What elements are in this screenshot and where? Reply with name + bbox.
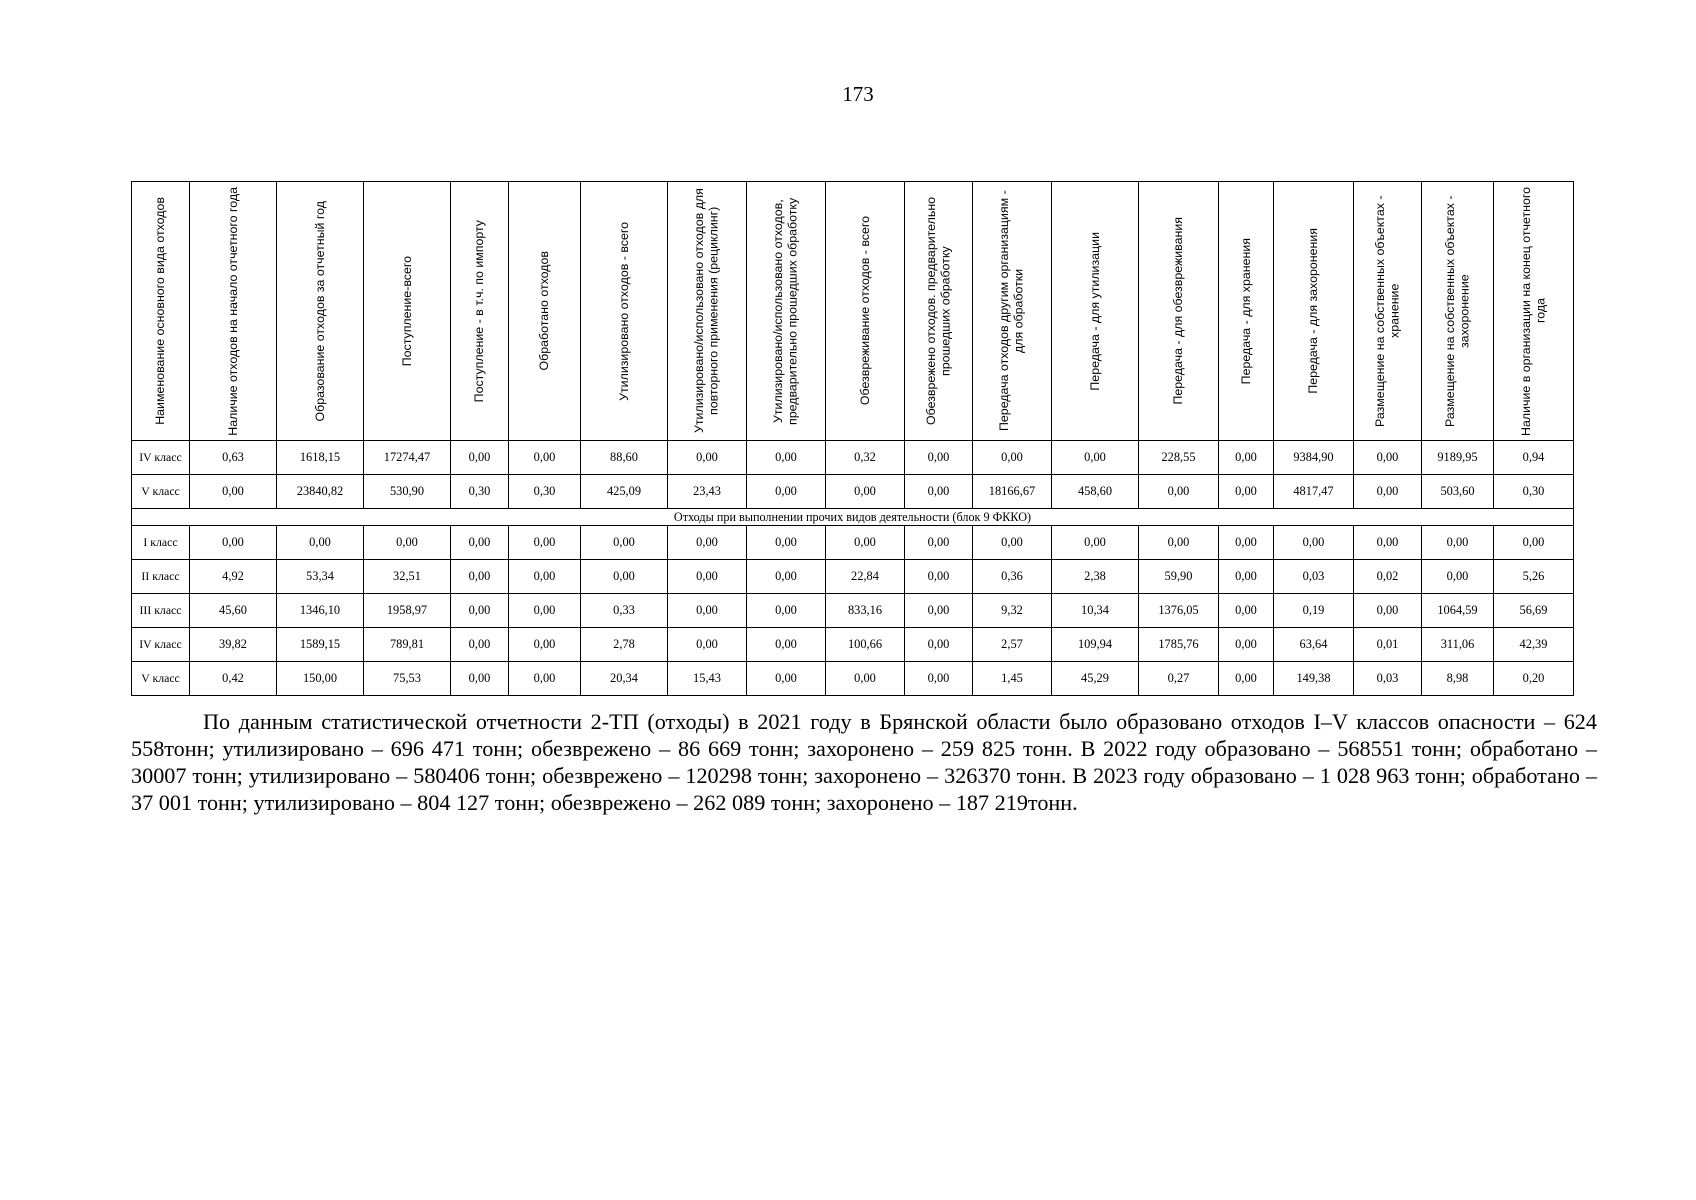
column-header bbox=[1494, 182, 1574, 441]
table-cell: 1785,76 bbox=[1139, 628, 1219, 662]
table-cell: 0,00 bbox=[1354, 475, 1422, 509]
column-header bbox=[364, 182, 451, 441]
table-cell: 20,34 bbox=[581, 662, 668, 696]
table-cell: 0,00 bbox=[1139, 475, 1219, 509]
table-cell: 1376,05 bbox=[1139, 594, 1219, 628]
table-cell: 0,03 bbox=[1274, 560, 1354, 594]
table-cell: 2,78 bbox=[581, 628, 668, 662]
table-cell: 0,00 bbox=[1354, 594, 1422, 628]
hazard-class-cell: III класс bbox=[132, 594, 190, 628]
table-cell: 0,00 bbox=[668, 526, 747, 560]
table-cell: 23840,82 bbox=[277, 475, 364, 509]
column-header bbox=[190, 182, 277, 441]
table-cell: 1589,15 bbox=[277, 628, 364, 662]
table-cell: 0,00 bbox=[190, 475, 277, 509]
table-cell: 17274,47 bbox=[364, 441, 451, 475]
column-header bbox=[1354, 182, 1422, 441]
table-cell: 109,94 bbox=[1052, 628, 1139, 662]
table-cell: 0,32 bbox=[826, 441, 905, 475]
table-cell: 53,34 bbox=[277, 560, 364, 594]
table-cell: 1064,59 bbox=[1422, 594, 1494, 628]
table-cell: 0,00 bbox=[973, 526, 1052, 560]
table-cell: 18166,67 bbox=[973, 475, 1052, 509]
table-cell: 15,43 bbox=[668, 662, 747, 696]
column-header-label: Передача отходов другим организациям - для обработки bbox=[997, 190, 1026, 432]
column-header bbox=[747, 182, 826, 441]
table-cell: 75,53 bbox=[364, 662, 451, 696]
table-row bbox=[132, 594, 1574, 628]
column-header-label: Образование отходов за отчетный год bbox=[312, 200, 327, 422]
column-header-label: Передача - для обезвреживания bbox=[1171, 217, 1186, 405]
column-header bbox=[826, 182, 905, 441]
column-header-label: Утилизировано/использовано отходов для повторного применения (рециклинг) bbox=[692, 188, 721, 434]
table-cell: 1618,15 bbox=[277, 441, 364, 475]
waste-statistics-table bbox=[131, 181, 1574, 696]
table-cell: 23,43 bbox=[668, 475, 747, 509]
section-row bbox=[132, 509, 1574, 526]
table-cell: 0,00 bbox=[1052, 526, 1139, 560]
table-cell: 0,00 bbox=[747, 441, 826, 475]
table-cell: 0,00 bbox=[451, 560, 509, 594]
table-cell: 9189,95 bbox=[1422, 441, 1494, 475]
table-cell: 0,00 bbox=[1219, 526, 1274, 560]
table-cell: 0,94 bbox=[1494, 441, 1574, 475]
table-cell: 2,57 bbox=[973, 628, 1052, 662]
column-header bbox=[1139, 182, 1219, 441]
table-cell: 0,00 bbox=[1219, 441, 1274, 475]
table-cell: 833,16 bbox=[826, 594, 905, 628]
column-header-label: Обезвреживание отходов - всего bbox=[857, 216, 872, 406]
table-cell: 32,51 bbox=[364, 560, 451, 594]
table-cell: 0,00 bbox=[826, 662, 905, 696]
column-header-label: Поступление - в т.ч. по импорту bbox=[472, 219, 487, 403]
hazard-class-cell: IV класс bbox=[132, 441, 190, 475]
column-header bbox=[1219, 182, 1274, 441]
hazard-class-cell: V класс bbox=[132, 475, 190, 509]
table-cell: 0,00 bbox=[668, 628, 747, 662]
page-number: 173 bbox=[842, 82, 874, 106]
table-cell: 0,27 bbox=[1139, 662, 1219, 696]
table-cell: 63,64 bbox=[1274, 628, 1354, 662]
column-header-label: Поступление-всего bbox=[399, 255, 414, 367]
table-cell: 0,00 bbox=[451, 628, 509, 662]
table-cell: 0,30 bbox=[1494, 475, 1574, 509]
column-header bbox=[1274, 182, 1354, 441]
column-header bbox=[668, 182, 747, 441]
table-cell: 0,00 bbox=[1219, 628, 1274, 662]
table-cell: 0,19 bbox=[1274, 594, 1354, 628]
table-cell: 458,60 bbox=[1052, 475, 1139, 509]
table-cell: 0,00 bbox=[905, 526, 973, 560]
column-header bbox=[509, 182, 581, 441]
table-cell: 0,20 bbox=[1494, 662, 1574, 696]
table-cell: 9384,90 bbox=[1274, 441, 1354, 475]
table-cell: 0,33 bbox=[581, 594, 668, 628]
table-cell: 0,00 bbox=[1494, 526, 1574, 560]
column-header bbox=[277, 182, 364, 441]
column-header-label: Передача - для хранения bbox=[1238, 237, 1253, 385]
table-cell: 42,39 bbox=[1494, 628, 1574, 662]
table-cell: 0,00 bbox=[905, 475, 973, 509]
table-cell: 0,00 bbox=[826, 526, 905, 560]
column-header-label: Обезврежено отходов. предварительно прошедших обработку bbox=[923, 196, 953, 426]
column-header bbox=[1052, 182, 1139, 441]
table-cell: 4817,47 bbox=[1274, 475, 1354, 509]
table-cell: 88,60 bbox=[581, 441, 668, 475]
table-cell: 0,00 bbox=[509, 560, 581, 594]
table-cell: 0,00 bbox=[1354, 526, 1422, 560]
table-cell: 0,00 bbox=[668, 560, 747, 594]
table-cell: 5,26 bbox=[1494, 560, 1574, 594]
table-cell: 0,00 bbox=[1219, 662, 1274, 696]
column-header-label: Обработано отходов bbox=[537, 251, 552, 371]
table-cell: 9,32 bbox=[973, 594, 1052, 628]
table-cell: 0,00 bbox=[451, 441, 509, 475]
table-row bbox=[132, 628, 1574, 662]
table-cell: 0,00 bbox=[509, 441, 581, 475]
table-cell: 56,69 bbox=[1494, 594, 1574, 628]
table-cell: 0,42 bbox=[190, 662, 277, 696]
column-header bbox=[973, 182, 1052, 441]
table-cell: 0,63 bbox=[190, 441, 277, 475]
table-cell: 0,00 bbox=[747, 628, 826, 662]
table-cell: 149,38 bbox=[1274, 662, 1354, 696]
hazard-class-cell: IV класс bbox=[132, 628, 190, 662]
table-cell: 0,00 bbox=[1274, 526, 1354, 560]
table-cell: 0,00 bbox=[581, 560, 668, 594]
column-header-label: Размещение на собственных объектах - хранение bbox=[1372, 195, 1402, 427]
header-row bbox=[132, 182, 1574, 441]
table-cell: 10,34 bbox=[1052, 594, 1139, 628]
section-title: Отходы при выполнении прочих видов деятельности (блок 9 ФККО) bbox=[132, 509, 1574, 526]
table-cell: 0,00 bbox=[451, 526, 509, 560]
table-cell: 0,00 bbox=[509, 628, 581, 662]
table-cell: 0,01 bbox=[1354, 628, 1422, 662]
table-cell: 0,00 bbox=[973, 441, 1052, 475]
table-cell: 0,00 bbox=[451, 594, 509, 628]
column-header-label: Передача - для утилизации bbox=[1087, 231, 1102, 391]
table-cell: 0,36 bbox=[973, 560, 1052, 594]
table-cell: 311,06 bbox=[1422, 628, 1494, 662]
table-cell: 0,00 bbox=[581, 526, 668, 560]
column-header-label: Размещение на собственных объектах - захоронение bbox=[1442, 195, 1472, 427]
table-cell: 1346,10 bbox=[277, 594, 364, 628]
table-cell: 0,00 bbox=[905, 662, 973, 696]
table-cell: 45,29 bbox=[1052, 662, 1139, 696]
table-cell: 150,00 bbox=[277, 662, 364, 696]
table-cell: 0,00 bbox=[190, 526, 277, 560]
column-header-label: Наличие в организации на конец отчетного года bbox=[1518, 186, 1548, 436]
table-cell: 228,55 bbox=[1139, 441, 1219, 475]
table-cell: 0,00 bbox=[1219, 594, 1274, 628]
table-cell: 0,00 bbox=[1139, 526, 1219, 560]
table-cell: 22,84 bbox=[826, 560, 905, 594]
table-cell: 0,00 bbox=[905, 594, 973, 628]
table-cell: 0,00 bbox=[668, 441, 747, 475]
table-cell: 0,00 bbox=[905, 628, 973, 662]
column-header-label: Наличие отходов на начало отчетного года bbox=[225, 186, 240, 436]
table-cell: 0,00 bbox=[905, 441, 973, 475]
table-cell: 1958,97 bbox=[364, 594, 451, 628]
table-cell: 0,00 bbox=[509, 662, 581, 696]
column-header-label: Наименование основного вида отходов bbox=[153, 197, 168, 425]
table-cell: 0,00 bbox=[1422, 526, 1494, 560]
table-cell: 0,00 bbox=[747, 560, 826, 594]
table-cell: 0,00 bbox=[1354, 441, 1422, 475]
column-header bbox=[132, 182, 190, 441]
table-cell: 0,00 bbox=[364, 526, 451, 560]
table-cell: 0,30 bbox=[509, 475, 581, 509]
table-cell: 59,90 bbox=[1139, 560, 1219, 594]
table-cell: 0,00 bbox=[1219, 560, 1274, 594]
table-row bbox=[132, 441, 1574, 475]
table-cell: 0,00 bbox=[668, 594, 747, 628]
table-cell: 0,00 bbox=[747, 526, 826, 560]
table-cell: 503,60 bbox=[1422, 475, 1494, 509]
table-body bbox=[132, 441, 1574, 696]
table-cell: 0,00 bbox=[1422, 560, 1494, 594]
table-cell: 0,03 bbox=[1354, 662, 1422, 696]
table-cell: 0,00 bbox=[826, 475, 905, 509]
table-cell: 39,82 bbox=[190, 628, 277, 662]
table-cell: 8,98 bbox=[1422, 662, 1494, 696]
hazard-class-cell: V класс bbox=[132, 662, 190, 696]
column-header-label: Утилизировано отходов - всего bbox=[616, 221, 631, 401]
column-header bbox=[451, 182, 509, 441]
table-cell: 0,00 bbox=[747, 662, 826, 696]
table-row bbox=[132, 560, 1574, 594]
column-header bbox=[581, 182, 668, 441]
table-cell: 0,00 bbox=[747, 475, 826, 509]
table-row bbox=[132, 526, 1574, 560]
hazard-class-cell: II класс bbox=[132, 560, 190, 594]
table-cell: 789,81 bbox=[364, 628, 451, 662]
column-header bbox=[905, 182, 973, 441]
table-cell: 0,00 bbox=[1219, 475, 1274, 509]
hazard-class-cell: I класс bbox=[132, 526, 190, 560]
table-cell: 425,09 bbox=[581, 475, 668, 509]
table-cell: 530,90 bbox=[364, 475, 451, 509]
summary-paragraph: По данным статистической отчетности 2-ТП (отходы) в 2021 году в Брянской области было образовано отходов I–V классов опасности – 624 558тонн; утилизировано – 696 471 тонн; обезврежено – 86 669 тонн; захоронено – 259 825 тонн. В 2022 году образовано – 568551 тонн; обработано – 30007 тонн; утилизировано – 580406 тонн; обезврежено – 120298 тонн; захоронено – 326370 тонн. В 2023 году образовано – 1 028 963 тонн; обработано – 37 001 тонн; утилизировано – 804 127 тонн; обезврежено – 262 089 тонн; захоронено – 187 219тонн. bbox=[131, 709, 1597, 815]
table-cell: 0,00 bbox=[1052, 441, 1139, 475]
table-cell: 0,30 bbox=[451, 475, 509, 509]
column-header-label: Утилизировано/использовано отходов, предварительно прошедших обработку bbox=[771, 197, 800, 425]
table-row bbox=[132, 475, 1574, 509]
table-cell: 0,00 bbox=[747, 594, 826, 628]
table-cell: 45,60 bbox=[190, 594, 277, 628]
table-cell: 4,92 bbox=[190, 560, 277, 594]
column-header-label: Передача - для захоронения bbox=[1306, 228, 1321, 394]
table-cell: 0,00 bbox=[451, 662, 509, 696]
table-cell: 2,38 bbox=[1052, 560, 1139, 594]
table-cell: 100,66 bbox=[826, 628, 905, 662]
table-header bbox=[132, 182, 1574, 441]
table-cell: 0,00 bbox=[277, 526, 364, 560]
column-header bbox=[1422, 182, 1494, 441]
table-cell: 0,00 bbox=[509, 526, 581, 560]
table-cell: 0,00 bbox=[905, 560, 973, 594]
table-cell: 0,02 bbox=[1354, 560, 1422, 594]
table-cell: 1,45 bbox=[973, 662, 1052, 696]
table-row bbox=[132, 662, 1574, 696]
table-cell: 0,00 bbox=[509, 594, 581, 628]
